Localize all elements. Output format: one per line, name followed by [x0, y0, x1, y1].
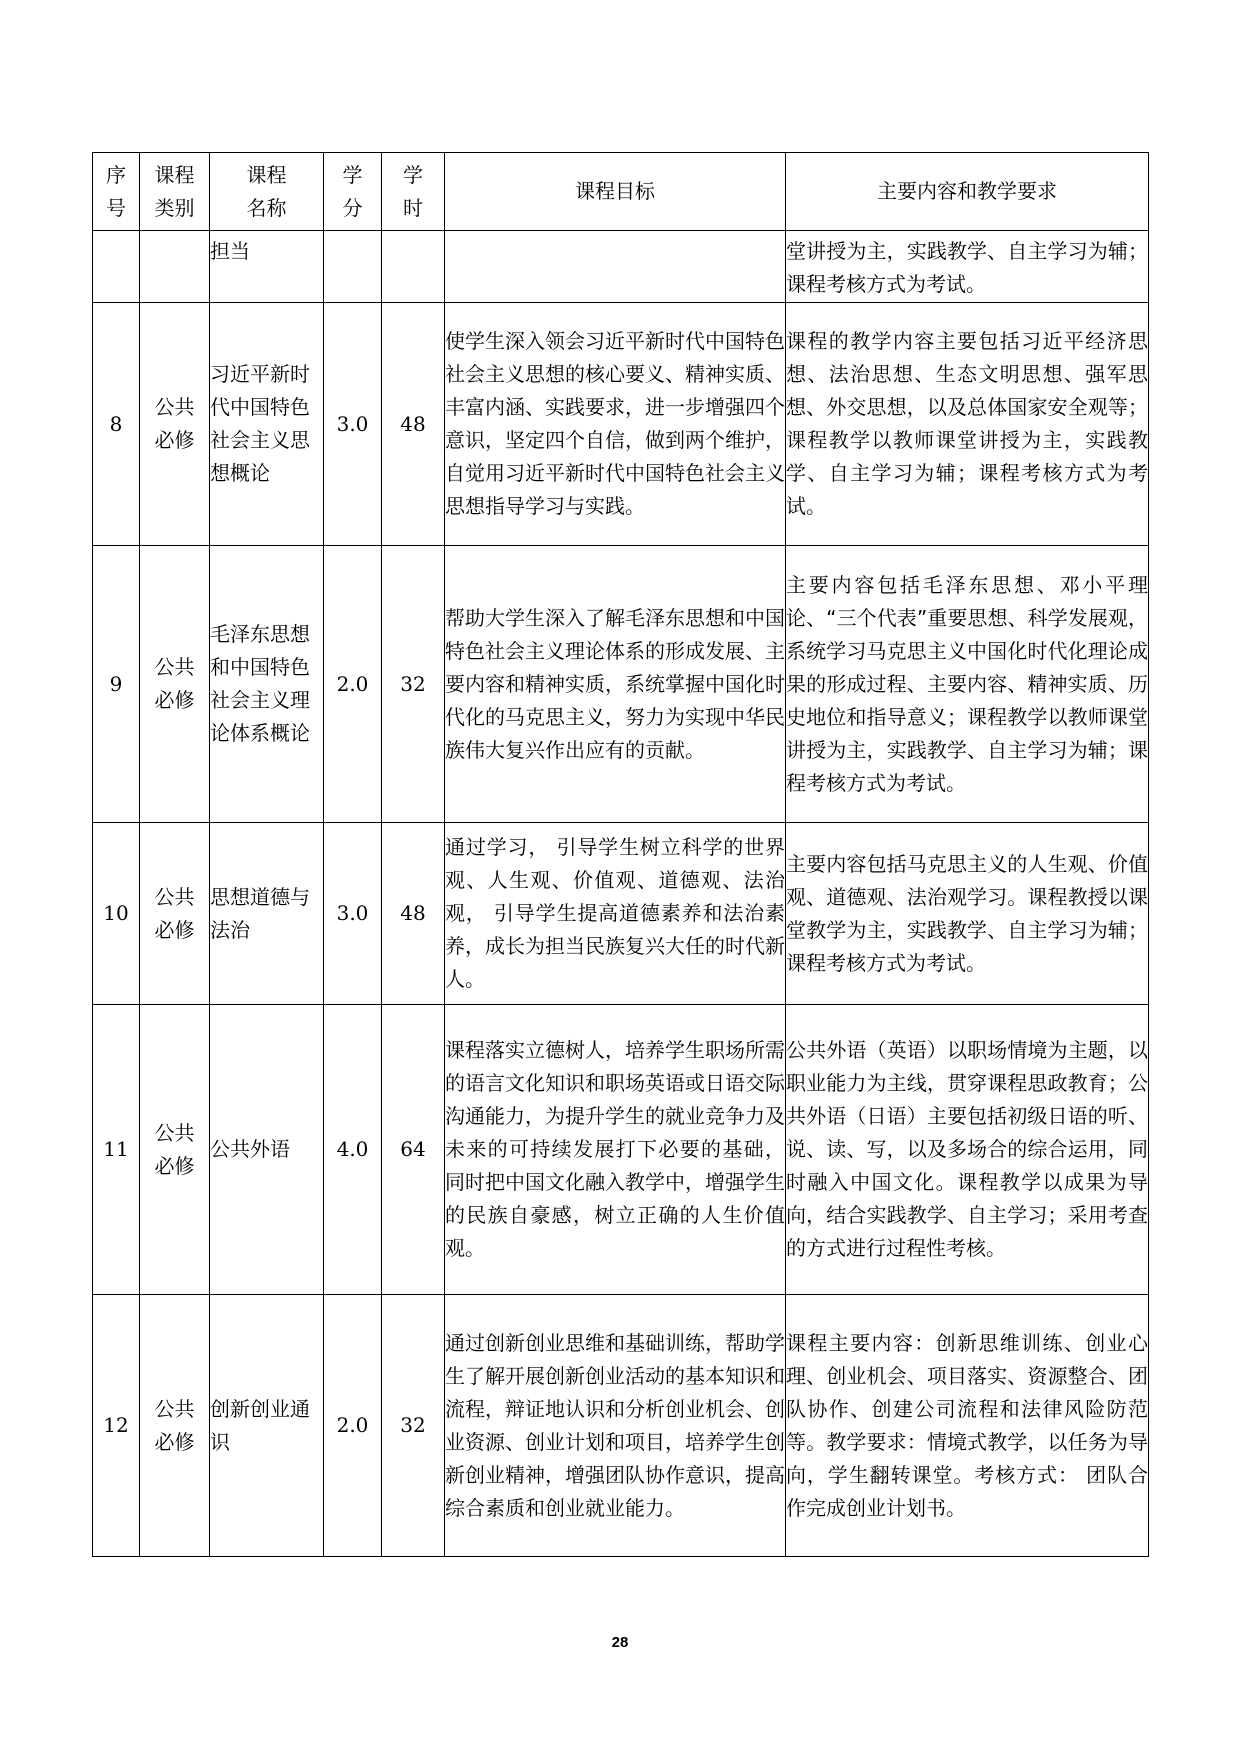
cell-credits: 3.0	[324, 303, 382, 546]
header-content: 主要内容和教学要求	[786, 153, 1149, 231]
cell-content: 主要内容包括马克思主义的人生观、价值观、道德观、法治观学习。课程教授以课堂教学为主，实践教学、自主学习为辅；课程考核方式为考试。	[786, 823, 1149, 1005]
cell-objective: 帮助大学生深入了解毛泽东思想和中国特色社会主义理论体系的形成发展、主要内容和精神实质，系统掌握中国化时代化的马克思主义，努力为实现中华民族伟大复兴作出应有的贡献。	[445, 546, 786, 823]
cell-content: 主要内容包括毛泽东思想、邓小平理论、“三个代表”重要思想、科学发展观，系统学习马克思主义中国化时代化理论成果的形成过程、主要内容、精神实质、历史地位和指导意义；课程教学以教师课堂讲授为主，实践教学、自主学习为辅；课程考核方式为考试。	[786, 546, 1149, 823]
cell-name: 毛泽东思想和中国特色社会主义理论体系概论	[210, 546, 324, 823]
cell-name: 习近平新时代中国特色社会主义思想概论	[210, 303, 324, 546]
header-index: 序号	[93, 153, 140, 231]
cell-hours: 32	[382, 1295, 445, 1557]
course-table	[92, 152, 1149, 1557]
table-row-continuation	[93, 231, 1149, 303]
cell-objective: 通过学习， 引导学生树立科学的世界观、人生观、价值观、道德观、法治观， 引导学生提高道德素养和法治素养，成长为担当民族复兴大任的时代新人。	[445, 823, 786, 1005]
cell-hours: 48	[382, 823, 445, 1005]
table-row	[93, 303, 1149, 546]
cell-category	[140, 231, 210, 303]
cell-credits	[324, 231, 382, 303]
cell-index: 10	[93, 823, 140, 1005]
cell-category: 公共必修	[140, 823, 210, 1005]
cell-credits: 2.0	[324, 546, 382, 823]
cell-category: 公共必修	[140, 303, 210, 546]
cell-objective: 课程落实立德树人，培养学生职场所需的语言文化知识和职场英语或日语交际沟通能力，为提升学生的就业竞争力及未来的可持续发展打下必要的基础， 同时把中国文化融入教学中，增强学生的民族自豪感，树立正确的人生价值观。	[445, 1005, 786, 1295]
cell-content: 课程的教学内容主要包括习近平经济思想、法治思想、生态文明思想、强军思想、外交思想，以及总体国家安全观等；课程教学以教师课堂讲授为主，实践教学、自主学习为辅；课程考核方式为考试。	[786, 303, 1149, 546]
header-objective: 课程目标	[445, 153, 786, 231]
cell-objective: 通过创新创业思维和基础训练，帮助学生了解开展创新创业活动的基本知识和流程，辩证地认识和分析创业机会、创业资源、创业计划和项目，培养学生创新创业精神，增强团队协作意识，提高综合素质和创业就业能力。	[445, 1295, 786, 1557]
cell-name: 创新创业通识	[210, 1295, 324, 1557]
cell-name: 思想道德与法治	[210, 823, 324, 1005]
cell-credits: 4.0	[324, 1005, 382, 1295]
cell-index: 12	[93, 1295, 140, 1557]
cell-hours: 48	[382, 303, 445, 546]
cell-name: 担当	[210, 231, 324, 303]
cell-index	[93, 231, 140, 303]
cell-index: 11	[93, 1005, 140, 1295]
cell-category: 公共必修	[140, 546, 210, 823]
table-row	[93, 1005, 1149, 1295]
cell-objective	[445, 231, 786, 303]
cell-objective: 使学生深入领会习近平新时代中国特色社会主义思想的核心要义、精神实质、丰富内涵、实践要求，进一步增强四个意识，坚定四个自信，做到两个维护， 自觉用习近平新时代中国特色社会主义思想指导学习与实践。	[445, 303, 786, 546]
cell-credits: 3.0	[324, 823, 382, 1005]
cell-category: 公共必修	[140, 1005, 210, 1295]
table-header-row	[93, 153, 1149, 231]
table-row	[93, 823, 1149, 1005]
cell-content: 堂讲授为主，实践教学、自主学习为辅；课程考核方式为考试。	[786, 231, 1149, 303]
cell-content: 公共外语（英语）以职场情境为主题，以职业能力为主线，贯穿课程思政教育；公共外语（日语）主要包括初级日语的听、说、读、写，以及多场合的综合运用，同时融入中国文化。课程教学以成果为导向，结合实践教学、自主学习；采用考查的方式进行过程性考核。	[786, 1005, 1149, 1295]
cell-name: 公共外语	[210, 1005, 324, 1295]
cell-credits: 2.0	[324, 1295, 382, 1557]
cell-index: 8	[93, 303, 140, 546]
header-name: 课程名称	[210, 153, 324, 231]
header-hours: 学时	[382, 153, 445, 231]
cell-hours: 64	[382, 1005, 445, 1295]
cell-content: 课程主要内容：创新思维训练、创业心理、创业机会、项目落实、资源整合、团队协作、创建公司流程和法律风险防范等。教学要求：情境式教学，以任务为导向，学生翻转课堂。考核方式： 团队合作完成创业计划书。	[786, 1295, 1149, 1557]
header-category: 课程类别	[140, 153, 210, 231]
header-credits: 学分	[324, 153, 382, 231]
cell-hours	[382, 231, 445, 303]
table-row	[93, 546, 1149, 823]
cell-hours: 32	[382, 546, 445, 823]
table-row	[93, 1295, 1149, 1557]
page-number: 28	[611, 1634, 629, 1651]
cell-category: 公共必修	[140, 1295, 210, 1557]
cell-index: 9	[93, 546, 140, 823]
